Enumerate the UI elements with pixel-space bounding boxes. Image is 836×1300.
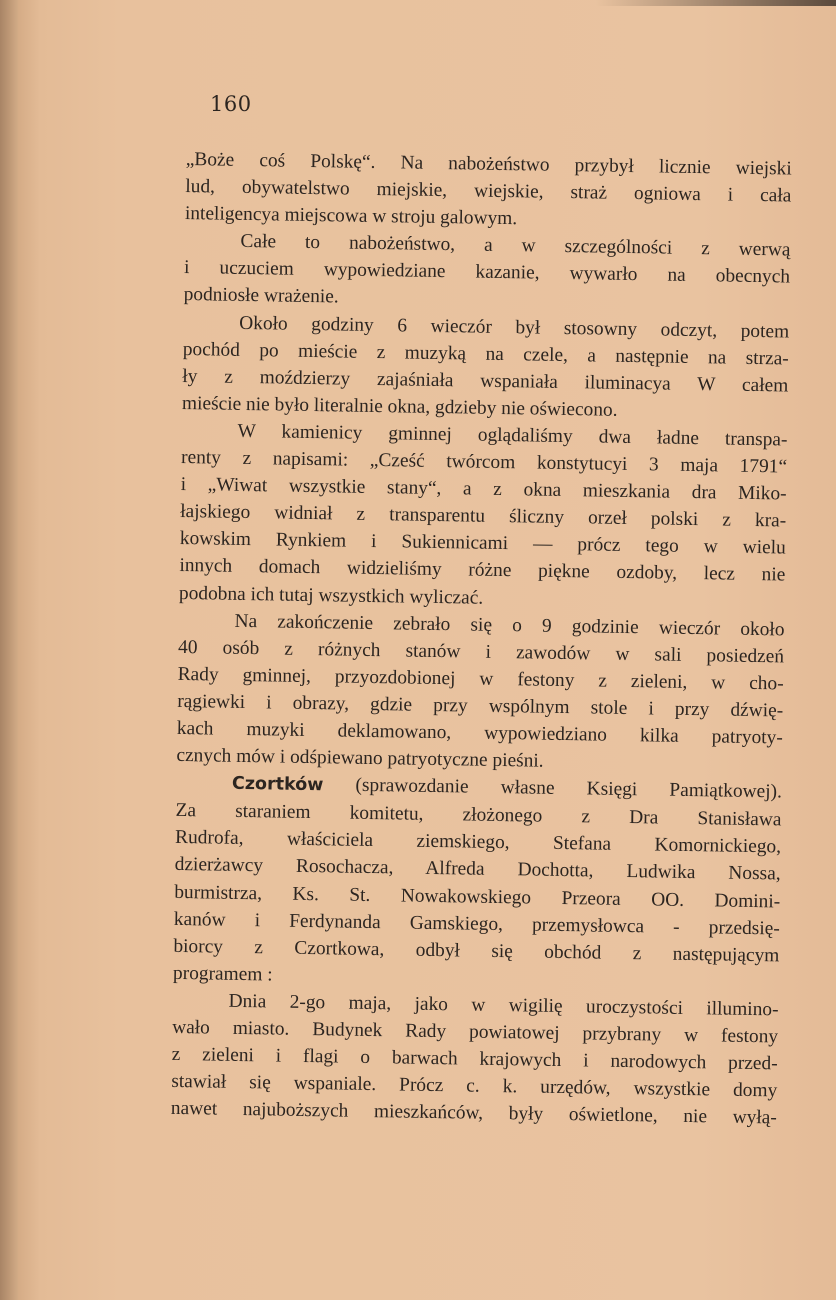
text-line: Około godziny 6 wieczór był stosowny odczyt, potem: [239, 312, 790, 343]
text-line: łajskiego widniał z transparentu śliczny orzeł polski z kra-: [180, 501, 787, 532]
page-binding-edge: [0, 0, 18, 1300]
body-text: [171, 146, 792, 1132]
text-line: Na zakończenie zebrało się o 9 godzinie wieczór około: [234, 610, 785, 641]
text-line: nawet najuboższych mieszkańców, były oświetlone, nie wyłą-: [170, 1098, 777, 1129]
paragraph-4: [179, 417, 788, 616]
text-line: biorcy z Czortkowa, odbył się obchód z następującym: [173, 935, 780, 967]
section-heading-czortkow: Czortków: [231, 773, 324, 796]
text-line: kach muzyki deklamowano, wypowiedziano kilka patryoty-: [176, 717, 783, 749]
text-line: Dnia 2-go maja, jako w wigilię uroczystości illumino-: [228, 990, 779, 1021]
text-line: kanów i Ferdynanda Gamskiego, przemysłowca - przedsię-: [173, 908, 780, 940]
paragraph-7: [171, 987, 779, 1132]
text-line: wało miasto. Budynek Rady powiatowej przybrany w festony: [171, 1016, 779, 1048]
text-line: Całe to nabożeństwo, a w szczególności z werwą: [240, 231, 791, 261]
page-top-edge: [596, 0, 836, 6]
text-line: renty z napisami: „Cześć twórcom konstytucyi 3 maja 1791“: [180, 446, 788, 478]
text-line: kowskim Rynkiem i Sukiennicami — prócz tego w wielu: [179, 528, 786, 559]
text-line: dzierżawcy Rosochacza, Alfreda Dochotta, Ludwika Nossa,: [174, 854, 781, 885]
text-line: „Boże coś Polskę“. Na nabożeństwo przybył licznie wiejski: [185, 148, 792, 180]
text-line: stawiał się wspaniale. Prócz c. k. urzędów, wszystkie domy: [171, 1071, 778, 1102]
text-line: podniosłe wrażenie.: [183, 284, 339, 308]
text-line: mieście nie było literalnie okna, gdzieby nie oświecono.: [181, 392, 618, 421]
text-line: i „Wiwat wszystkie stany“, a z okna mieszkania dra Miko-: [180, 474, 787, 505]
paragraph-5: [176, 607, 784, 779]
paragraph-2: [183, 227, 790, 318]
text-line: Rudrofa, właściciela ziemskiego, Stefana Komornickiego,: [174, 827, 782, 858]
text-line: z zieleni i flagi o barwach krajowych i narodowych przed-: [171, 1043, 778, 1075]
page-number: 160: [210, 92, 252, 116]
text-line: 40 osób z różnych stanów i zawodów w sali posiedzeń: [177, 636, 785, 668]
text-line: burmistrza, Ks. St. Nowakowskiego Przeora OO. Domini-: [174, 881, 781, 912]
text-line: Rady gminnej, przyozdobionej w festony z zieleni, w cho-: [177, 663, 784, 695]
text-line: ły z moździerzy zajaśniała wspaniała iluminacya W całem: [182, 365, 789, 397]
text-line: rągiewki i obrazy, gdzie przy wspólnym stole i przy dźwię-: [177, 690, 784, 722]
text-line: lud, obywatelstwo miejskie, wiejskie, straż ogniowa i cała: [185, 176, 792, 207]
paragraph-3: [182, 309, 790, 427]
text-line: programem :: [172, 962, 273, 986]
text-line: Za staraniem komitetu, złożonego z Dra Stanisława: [175, 800, 782, 831]
paragraph-1: [185, 146, 792, 237]
text-line: innych domach widzieliśmy różne piękne ozdoby, lecz nie: [179, 555, 786, 586]
text-line: W kamienicy gminnej oglądaliśmy dwa ładne transpa-: [237, 420, 788, 451]
text-line: inteligencya miejscowa w stroju galowym.: [184, 203, 518, 230]
text-line: i uczuciem wypowiedziane kazanie, wywarło na obecnych: [183, 257, 791, 288]
paragraph-6: [173, 769, 782, 996]
text-line: pochód po mieście z muzyką na czele, a następnie na strza-: [182, 338, 789, 370]
text-line: podobna ich tutaj wszystkich wyliczać.: [178, 582, 484, 609]
text-line: cznych mów i odśpiewano patryotyczne pieśni.: [176, 744, 544, 772]
section-heading-note: (sprawozdanie własne Księgi Pamiątkowej).: [323, 774, 783, 803]
